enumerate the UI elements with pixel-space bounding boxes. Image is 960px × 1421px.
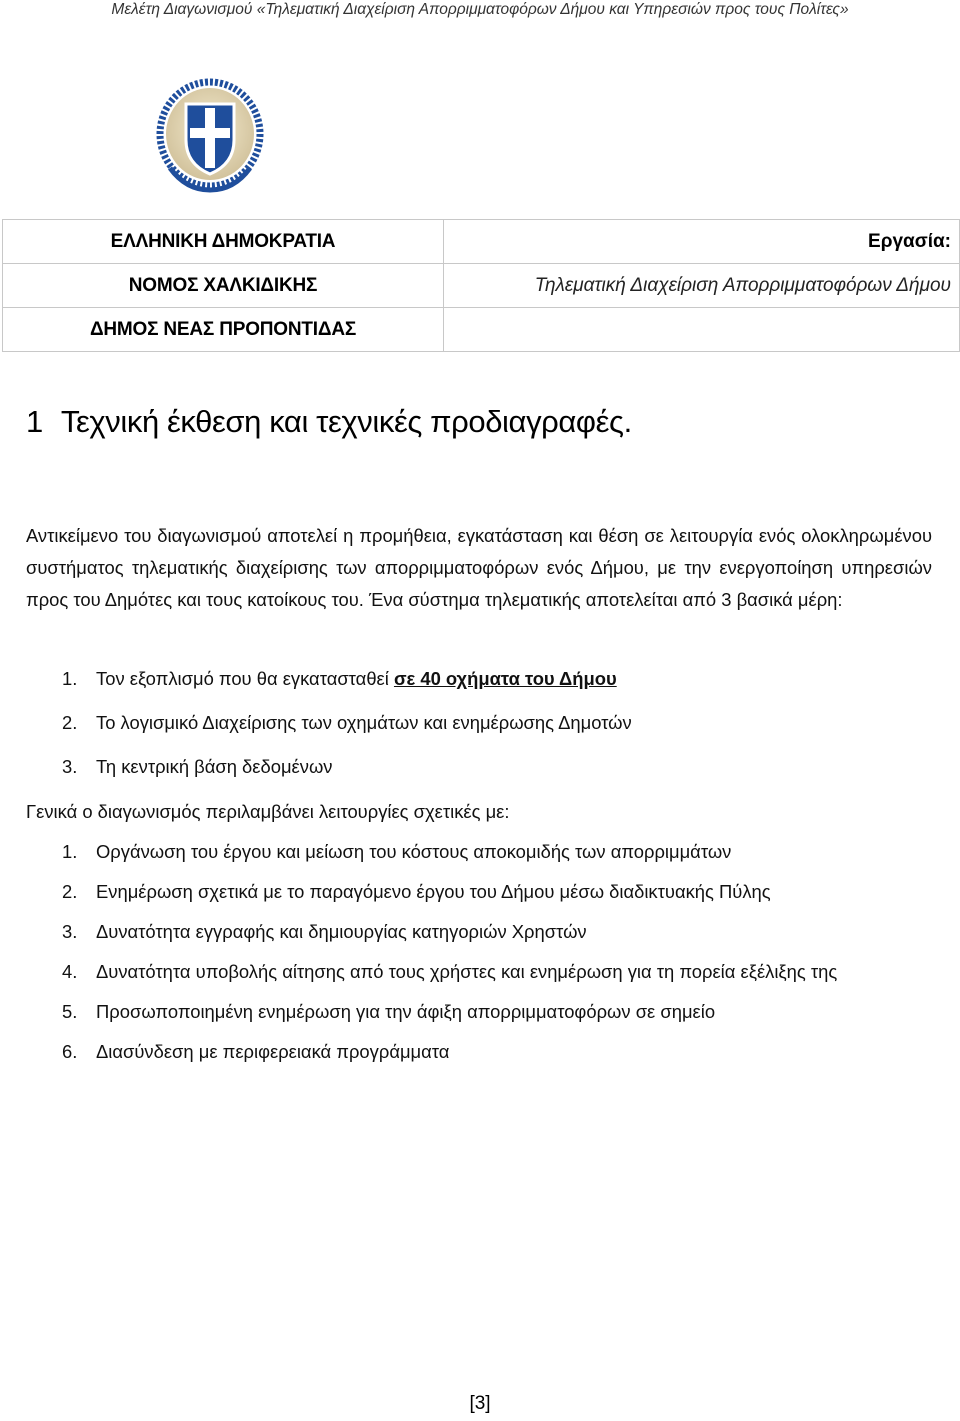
list-item-text: Τη κεντρική βάση δεδομένων [96, 756, 333, 777]
list-item-number: 2. [62, 881, 78, 902]
list-item-number: 1. [62, 668, 78, 689]
running-header: Μελέτη Διαγωνισμού «Τηλεματική Διαχείριση Απορριμματοφόρων Δήμου και Υπηρεσιών προς τους Πολίτες» [111, 1, 849, 18]
list-item-text [96, 664, 932, 693]
greek-coat-of-arms-icon [156, 78, 264, 196]
task-label: Εργασία: [444, 220, 960, 264]
section-number: 1 [26, 404, 43, 439]
list-item-number: 3. [62, 921, 78, 942]
list-item [26, 752, 932, 781]
vehicle-count-emphasis: σε 40 οχήματα του Δήμου [393, 668, 617, 689]
parts-list [26, 664, 932, 796]
functions-list [26, 837, 932, 1077]
section-title-text: Τεχνική έκθεση και τεχνικές προδιαγραφές. [60, 404, 632, 439]
list-item [26, 837, 932, 866]
list-item-number: 4. [62, 961, 78, 982]
header-left-line-3: ΔΗΜΟΣ ΝΕΑΣ ΠΡΟΠΟΝΤΙΔΑΣ [3, 308, 444, 352]
list-item [26, 664, 932, 693]
list-item-text: Το λογισμικό Διαχείρισης των οχημάτων και ενημέρωσης Δημοτών [96, 712, 632, 733]
task-value: Τηλεματική Διαχείριση Απορριμματοφόρων Δήμου [444, 264, 960, 308]
list-item-text: Προσωποποιημένη ενημέρωση για την άφιξη απορριμματοφόρων σε σημείο [96, 1001, 716, 1022]
intro-paragraph: Αντικείμενο του διαγωνισμού αποτελεί η προμήθεια, εγκατάσταση και θέση σε λειτουργία ενός ολοκληρωμένου συστήματος τηλεματικής διαχείρισης των απορριμματοφόρων ενός Δήμου, με την ενεργοποίηση υπηρεσιών προς του Δημότες και τους κατοίκους του. Ένα σύστημα τηλεματικής αποτελείται από 3 βασικά μέρη: [26, 525, 932, 610]
header-left-line-1: ΕΛΛΗΝΙΚΗ ΔΗΜΟΚΡΑΤΙΑ [3, 220, 444, 264]
page-number: [3] [469, 1393, 491, 1414]
list-item-text: Οργάνωση του έργου και μείωση του κόστους αποκομιδής των απορριμμάτων [96, 841, 732, 862]
list-item [26, 1037, 932, 1066]
list-item [26, 877, 932, 906]
list-item-number: 2. [62, 712, 78, 733]
list-item-number: 3. [62, 756, 78, 777]
list-item-plain-text: Τον εξοπλισμό που θα εγκατασταθεί [96, 668, 394, 689]
list-item [26, 997, 932, 1026]
functions-intro: Γενικά ο διαγωνισμός περιλαμβάνει λειτουργίες σχετικές με: [26, 801, 510, 822]
list-item-text: Ενημέρωση σχετικά με το παραγόμενο έργου του Δήμου μέσω διαδικτυακής Πύλης [96, 881, 771, 902]
list-item-text: Διασύνδεση με περιφερειακά προγράμματα [96, 1041, 450, 1062]
list-item-number: 1. [62, 841, 78, 862]
section-title [26, 404, 632, 440]
list-item-text: Δυνατότητα εγγραφής και δημιουργίας κατηγοριών Χρηστών [96, 921, 587, 942]
list-item-text: Δυνατότητα υποβολής αίτησης από τους χρήστες και ενημέρωση για τη πορεία εξέλιξης της [96, 961, 838, 982]
header-empty-cell [444, 308, 960, 352]
list-item [26, 957, 932, 986]
header-table [2, 219, 960, 352]
list-item [26, 708, 932, 737]
header-left-line-2: ΝΟΜΟΣ ΧΑΛΚΙΔΙΚΗΣ [3, 264, 444, 308]
list-item [26, 917, 932, 946]
list-item-number: 6. [62, 1041, 78, 1062]
list-item-number: 5. [62, 1001, 78, 1022]
